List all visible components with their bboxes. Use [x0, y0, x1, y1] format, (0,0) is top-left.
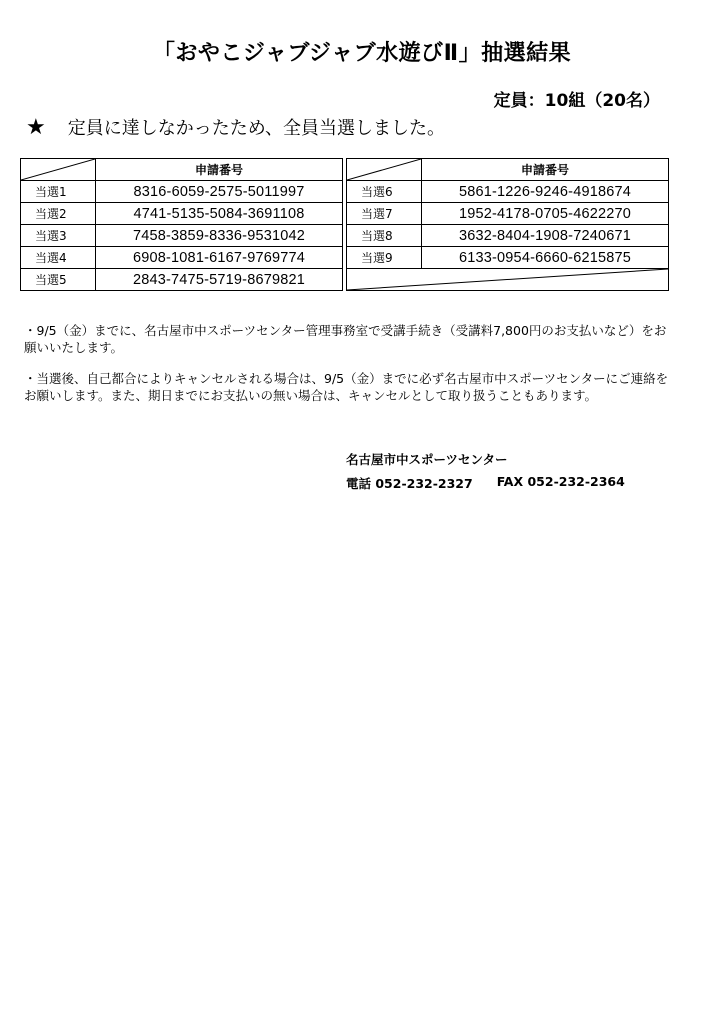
page-title: 「おやこジャブジャブ水遊びⅡ」抽選結果 [152, 41, 572, 66]
empty-diagonal-cell [347, 269, 669, 291]
note-cancellation: ・当選後、自己都合によりキャンセルされる場合は、9/5（金）までに必ず名古屋市中スポーツセンターにご連絡をお願いします。また、期日までにお支払いの無い場合は、キャンセルとして取り扱うこともあります。 [24, 371, 669, 403]
column-header-application-number: 申請番号 [422, 159, 669, 181]
winner-label: 当選4 [21, 247, 96, 269]
table-header-row [347, 159, 669, 181]
table-row [347, 247, 669, 269]
diagonal-line-icon [21, 159, 95, 180]
diagonal-line-icon [347, 269, 668, 290]
notice-text: 定員に達しなかったため、全員当選しました。 [67, 118, 446, 139]
notice [26, 114, 445, 140]
application-number: 6908-1081-6167-9769774 [96, 247, 343, 269]
application-number: 1952-4178-0705-4622270 [422, 203, 669, 225]
application-number: 2843-7475-5719-8679821 [96, 269, 343, 291]
winner-label: 当選5 [21, 269, 96, 291]
table-row [347, 203, 669, 225]
diagonal-line-icon [347, 159, 421, 180]
results-table-left [20, 158, 343, 291]
winner-label: 当選6 [347, 181, 422, 203]
table-row [21, 203, 343, 225]
table-row [347, 181, 669, 203]
table-header-row [21, 159, 343, 181]
table-row-empty [347, 269, 669, 291]
table-row [21, 269, 343, 291]
winner-label: 当選9 [347, 247, 422, 269]
table-row [21, 247, 343, 269]
application-number: 7458-3859-8336-9531042 [96, 225, 343, 247]
winner-label: 当選1 [21, 181, 96, 203]
contact-info [346, 474, 625, 492]
application-number: 6133-0954-6660-6215875 [422, 247, 669, 269]
fax-number: FAX 052-232-2364 [496, 474, 625, 489]
capacity-text: 定員：10組（20名） [493, 91, 660, 111]
winner-label: 当選3 [21, 225, 96, 247]
table-row [21, 225, 343, 247]
application-number: 8316-6059-2575-5011997 [96, 181, 343, 203]
header-diagonal-cell [347, 159, 422, 181]
results-table-right [346, 158, 669, 291]
winner-label: 当選7 [347, 203, 422, 225]
header-diagonal-cell [21, 159, 96, 181]
winner-label: 当選8 [347, 225, 422, 247]
application-number: 4741-5135-5084-3691108 [96, 203, 343, 225]
winner-label: 当選2 [21, 203, 96, 225]
column-header-application-number: 申請番号 [96, 159, 343, 181]
star-icon: ★ [26, 114, 46, 140]
application-number: 5861-1226-9246-4918674 [422, 181, 669, 203]
table-row [21, 181, 343, 203]
table-row [347, 225, 669, 247]
results-tables [20, 158, 670, 291]
application-number: 3632-8404-1908-7240671 [422, 225, 669, 247]
note-payment: ・9/5（金）までに、名古屋市中スポーツセンター管理事務室で受講手続き（受講料7,800円のお支払いなど）をお願いいたします。 [24, 323, 667, 355]
organization-name: 名古屋市中スポーツセンター [346, 452, 508, 467]
phone-number: 電話 052-232-2327 [346, 476, 473, 491]
